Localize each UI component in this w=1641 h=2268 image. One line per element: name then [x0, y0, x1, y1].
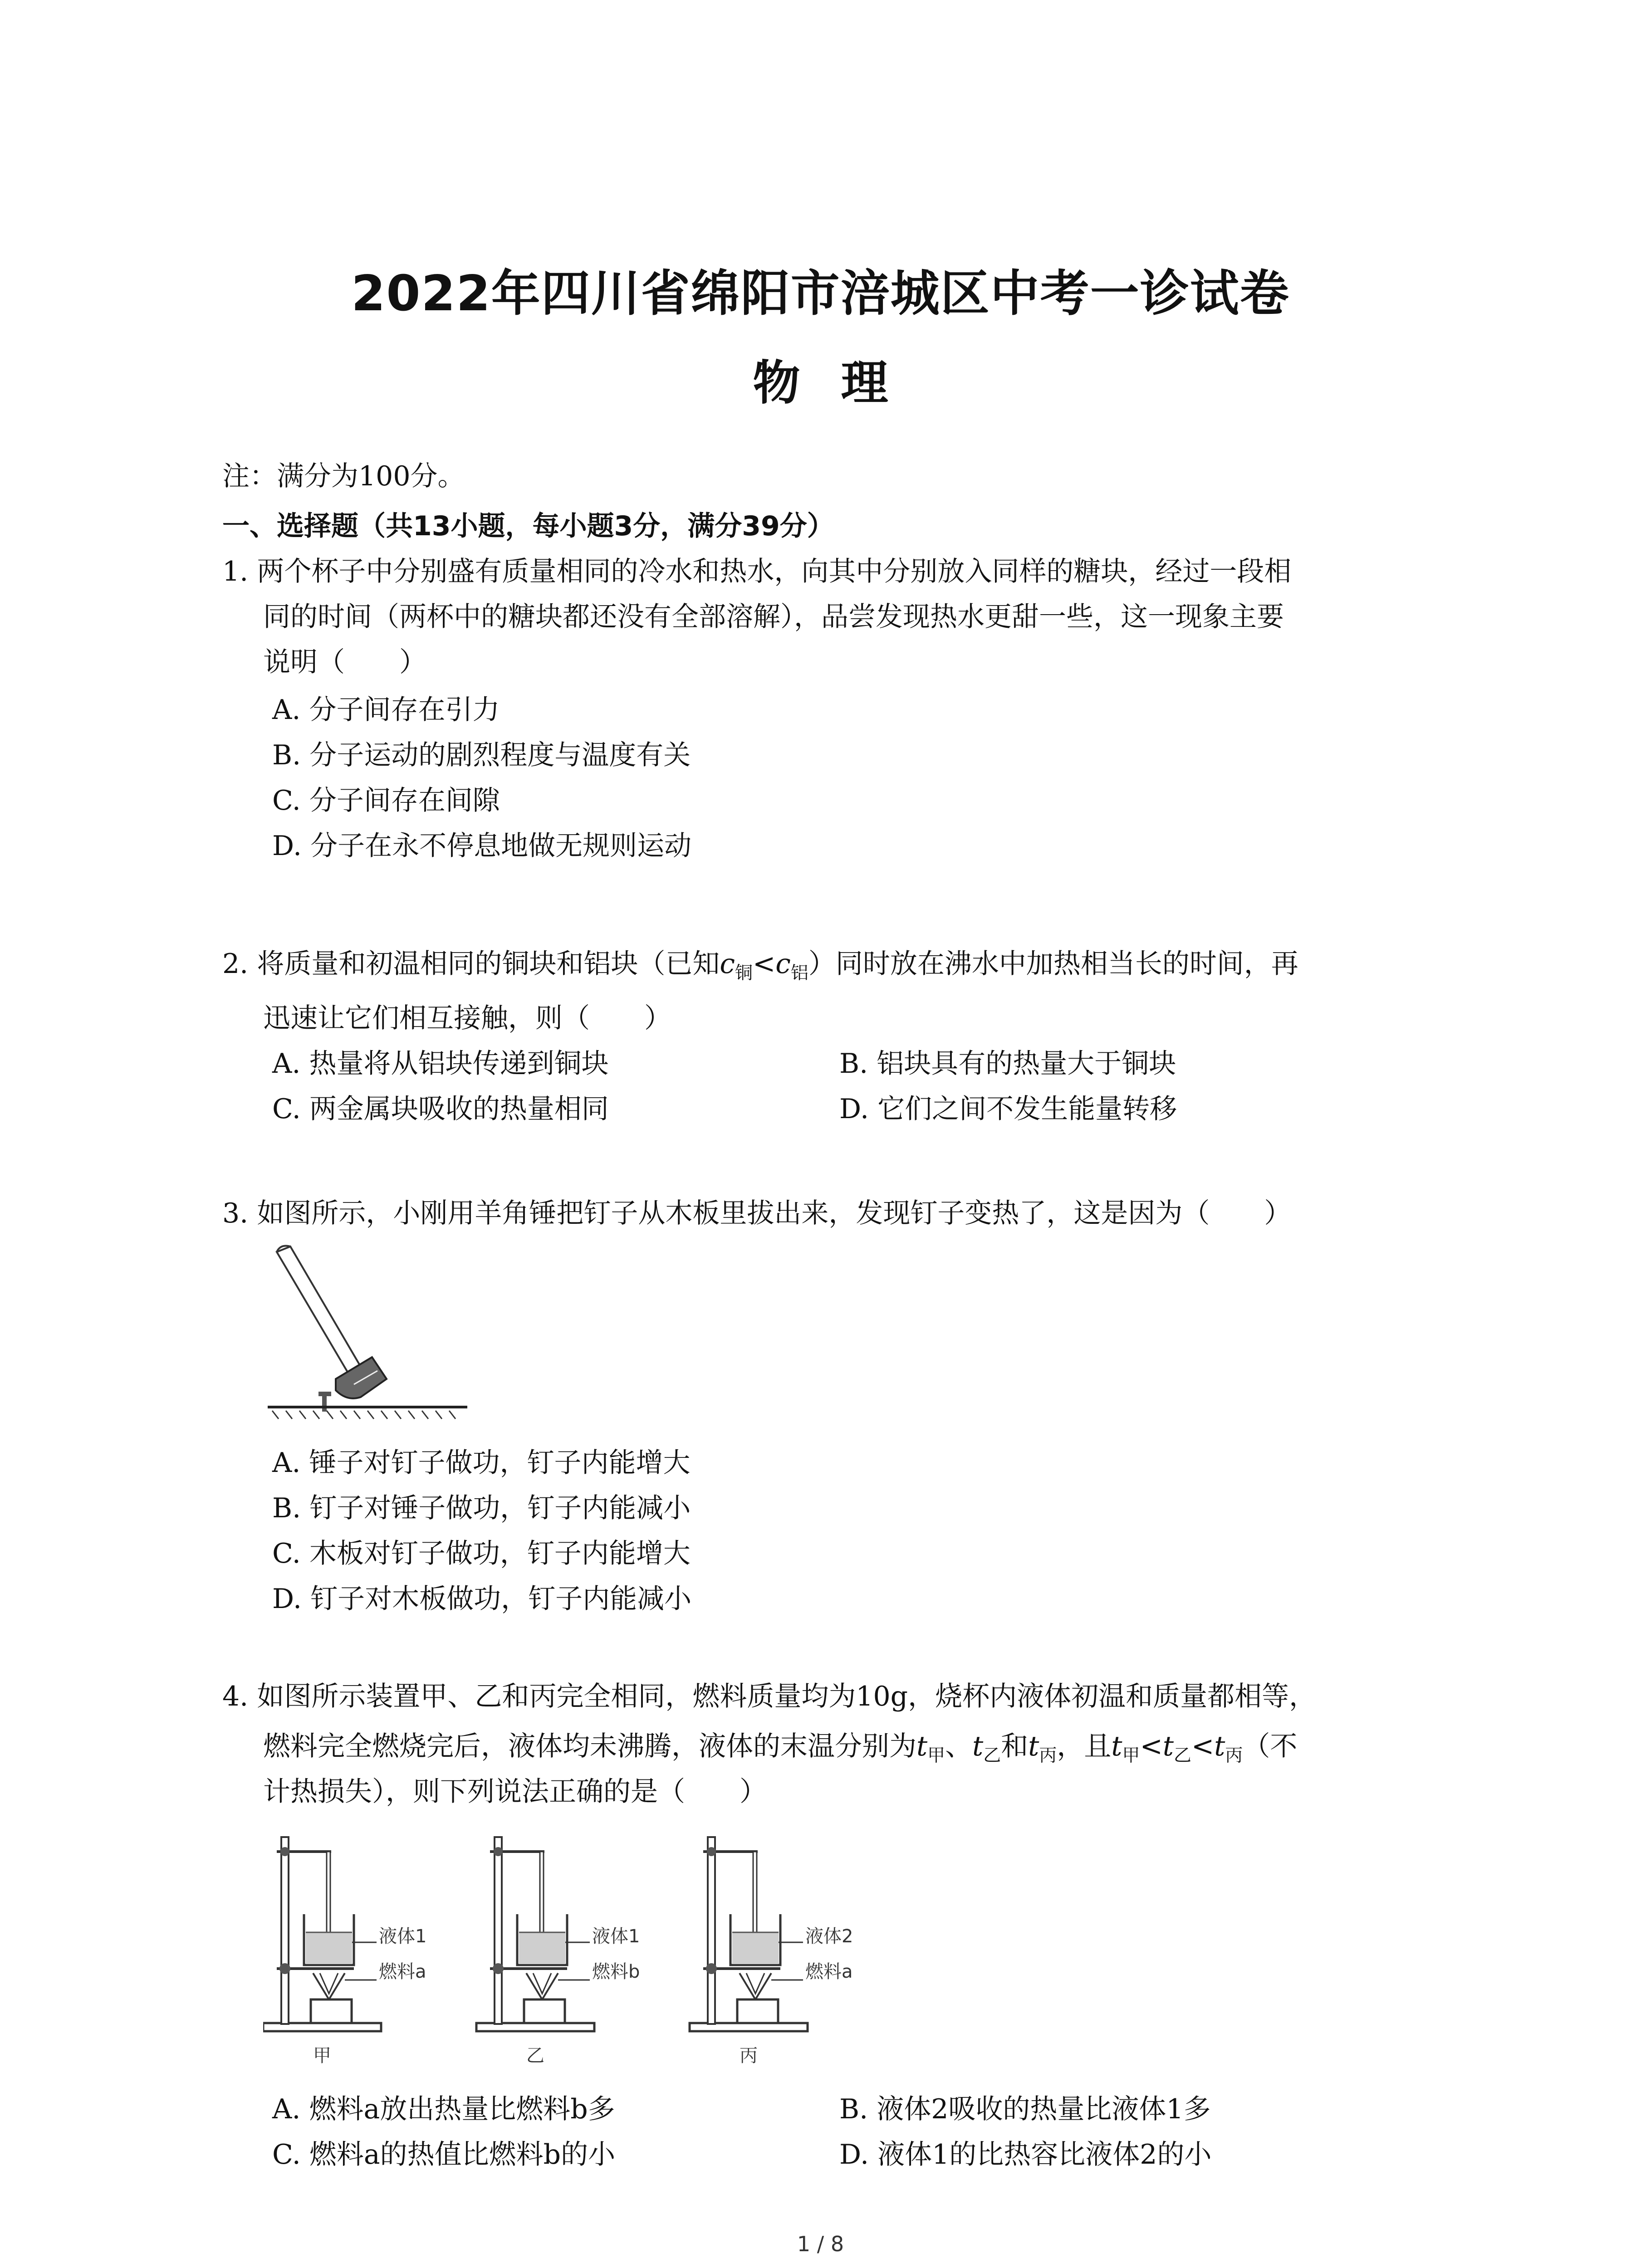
q2-stem-part1: 2. 将质量和初温相同的铜块和铝块（已知	[222, 948, 720, 980]
q4-sub-bing-2: 丙	[1225, 1745, 1243, 1766]
q3-option-d: D. 钉子对木板做功，钉子内能减小	[272, 1583, 692, 1615]
wood-board	[268, 1407, 467, 1419]
caption-jia: 甲	[313, 2045, 331, 2066]
q1-option-b: B. 分子运动的剧烈程度与温度有关	[272, 739, 691, 771]
heating-apparatus-figure	[263, 1823, 898, 2077]
q4-lt-1: <	[1140, 1730, 1163, 1762]
q4-t-bing: t	[1028, 1730, 1039, 1762]
q2-stem-line1	[222, 941, 1298, 996]
page-title: 2022年四川省绵阳市涪城区中考一诊试卷	[351, 265, 1290, 322]
q4-t-yi-2: t	[1162, 1730, 1174, 1762]
hammer-handle	[277, 1246, 365, 1382]
q2-sub-aluminum: 铝	[790, 963, 808, 983]
q1-stem-line2: 同的时间（两杯中的糖块都还没有全部溶解），品尝发现热水更甜一些，这一现象主要	[263, 601, 1284, 633]
q4-stem-part1: 燃料完全燃烧完后，液体均未沸腾，液体的末温分别为	[263, 1730, 916, 1762]
q3-option-b: B. 钉子对锤子做功，钉子内能减小	[272, 1492, 691, 1524]
q1-option-d: D. 分子在永不停息地做无规则运动	[272, 830, 692, 862]
q3-stem-line1: 3. 如图所示，小刚用羊角锤把钉子从木板里拔出来，发现钉子变热了，这是因为（ ）	[222, 1198, 1292, 1229]
q4-t-jia-2: t	[1111, 1730, 1122, 1762]
q4-and: 和	[1001, 1730, 1029, 1762]
q3-option-a: A. 锤子对钉子做功，钉子内能增大	[272, 1447, 691, 1479]
label-liquid-yi: 液体1	[592, 1926, 640, 1947]
label-liquid-bing: 液体2	[805, 1926, 853, 1947]
q2-option-b: B. 铝块具有的热量大于铜块	[839, 1048, 1176, 1080]
label-liquid-jia: 液体1	[379, 1926, 427, 1947]
label-fuel-bing: 燃料a	[805, 1961, 853, 1982]
q4-sub-bing: 丙	[1039, 1745, 1057, 1766]
q2-option-a: A. 热量将从铝块传递到铜块	[272, 1048, 609, 1080]
hammer-nail-figure	[268, 1238, 472, 1429]
q4-sub-yi: 乙	[983, 1745, 1001, 1766]
q2-stem-part2: ）同时放在沸水中加热相当长的时间，再	[808, 948, 1298, 980]
caption-yi: 乙	[526, 2045, 544, 2066]
q4-stem-line1: 4. 如图所示装置甲、乙和丙完全相同，燃料质量均为10g，烧杯内液体初温和质量都相等，	[222, 1681, 1317, 1712]
label-fuel-yi: 燃料b	[592, 1961, 640, 1982]
q2-sub-copper: 铜	[735, 963, 753, 983]
q4-lt-2: <	[1191, 1730, 1215, 1762]
label-fuel-jia: 燃料a	[379, 1961, 426, 1982]
q2-option-c: C. 两金属块吸收的热量相同	[272, 1093, 609, 1125]
q4-t-yi: t	[972, 1730, 984, 1762]
q2-stem-line2: 迅速让它们相互接触，则（ ）	[263, 1002, 671, 1034]
score-note: 注：满分为100分。	[222, 460, 465, 492]
q4-option-c: C. 燃料a的热值比燃料b的小	[272, 2139, 616, 2170]
q1-option-c: C. 分子间存在间隙	[272, 785, 500, 816]
caption-bing: 丙	[740, 2045, 758, 2066]
q4-sub-jia-2: 甲	[1122, 1745, 1140, 1766]
q1-stem-line1: 1. 两个杯子中分别盛有质量相同的冷水和热水，向其中分别放入同样的糖块，经过一段相	[222, 556, 1292, 587]
q4-qie: ，且	[1057, 1730, 1112, 1762]
q4-option-a: A. 燃料a放出热量比燃料b多	[272, 2093, 615, 2125]
q4-stem-part2: （不	[1243, 1730, 1298, 1762]
q2-option-d: D. 它们之间不发生能量转移	[839, 1093, 1177, 1125]
apparatus-bing	[690, 1837, 808, 2031]
page-number: 1 / 8	[797, 2232, 844, 2256]
q1-stem-line3: 说明（ ）	[263, 646, 426, 678]
apparatus-yi	[476, 1837, 594, 2031]
q3-option-c: C. 木板对钉子做功，钉子内能增大	[272, 1538, 691, 1569]
subject-title: 物理	[753, 355, 929, 411]
q2-less-than: <	[752, 948, 776, 980]
q4-t-bing-2: t	[1214, 1730, 1225, 1762]
q4-option-b: B. 液体2吸收的热量比液体1多	[839, 2093, 1211, 2125]
q2-c-aluminum: c	[775, 948, 791, 980]
section-heading: 一、选择题（共13小题，每小题3分，满分39分）	[222, 510, 834, 542]
q4-sep: 、	[945, 1730, 973, 1762]
q4-sub-jia: 甲	[927, 1745, 945, 1766]
q1-option-a: A. 分子间存在引力	[272, 694, 500, 726]
q4-sub-yi-2: 乙	[1173, 1745, 1191, 1766]
q4-stem-line3: 计热损失），则下列说法正确的是（ ）	[263, 1776, 767, 1808]
q4-option-d: D. 液体1的比热容比液体2的小	[839, 2139, 1212, 2170]
nail	[318, 1392, 331, 1412]
q4-t-jia: t	[916, 1730, 928, 1762]
apparatus-jia	[263, 1837, 381, 2031]
q2-c-copper: c	[720, 948, 735, 980]
